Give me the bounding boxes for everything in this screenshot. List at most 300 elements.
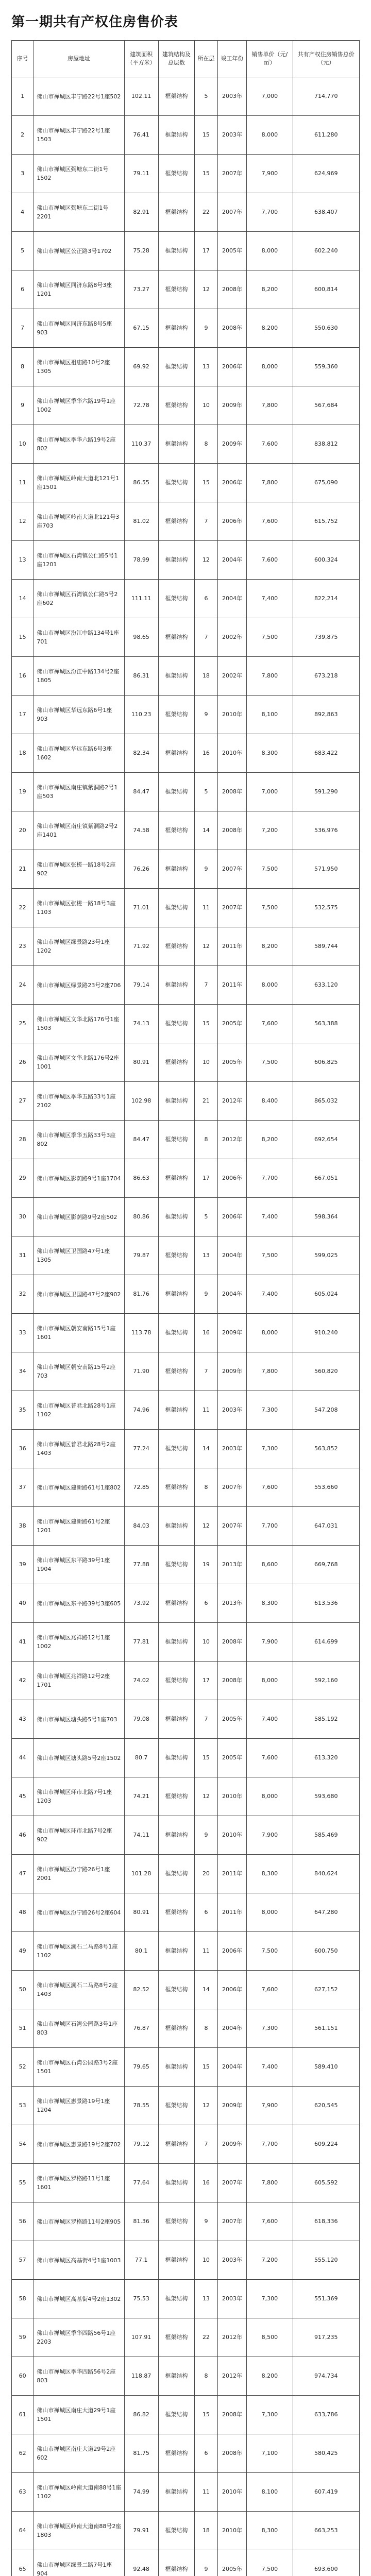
cell-area: 92.48 <box>124 2550 158 2576</box>
header-price: 销售单价（元/㎡） <box>247 41 293 77</box>
cell-floor: 9 <box>195 696 218 734</box>
cell-total: 567,684 <box>293 386 359 425</box>
cell-no: 25 <box>12 1005 33 1043</box>
cell-no: 62 <box>12 2434 33 2473</box>
cell-total: 563,388 <box>293 1005 359 1043</box>
cell-area: 71.92 <box>124 927 158 966</box>
cell-year: 2006年 <box>217 348 246 386</box>
cell-area: 74.99 <box>124 2473 158 2512</box>
cell-floor: 5 <box>195 1198 218 1236</box>
cell-structure: 框架结构 <box>158 1932 195 1971</box>
table-row <box>12 1314 360 1352</box>
cell-address: 佛山市禅城区澜石二马路8号1座1102 <box>33 1932 124 1971</box>
cell-year: 2013年 <box>217 1584 246 1623</box>
cell-area: 78.55 <box>124 2087 158 2125</box>
cell-floor: 15 <box>195 2396 218 2434</box>
cell-floor: 7 <box>195 1352 218 1391</box>
cell-floor: 9 <box>195 1275 218 1314</box>
table-row <box>12 270 360 309</box>
cell-no: 11 <box>12 464 33 502</box>
table-row <box>12 2241 360 2280</box>
cell-area: 102.11 <box>124 77 158 116</box>
cell-year: 2007年 <box>217 889 246 927</box>
cell-year: 2010年 <box>217 2473 246 2512</box>
cell-year: 2003年 <box>217 2241 246 2280</box>
cell-structure: 框架结构 <box>158 464 195 502</box>
table-row <box>12 1430 360 1468</box>
cell-no: 14 <box>12 580 33 618</box>
cell-area: 79.87 <box>124 1236 158 1275</box>
cell-structure: 框架结构 <box>158 1121 195 1159</box>
cell-year: 2012年 <box>217 2318 246 2357</box>
cell-total: 613,536 <box>293 1584 359 1623</box>
cell-floor: 7 <box>195 618 218 657</box>
cell-price: 8,100 <box>247 696 293 734</box>
cell-structure: 框架结构 <box>158 1082 195 1121</box>
cell-address: 佛山市禅城区兆祥路12号2座1701 <box>33 1662 124 1700</box>
table-row <box>12 2280 360 2318</box>
cell-address: 佛山市禅城区南庄镇紫洞路2号1座503 <box>33 773 124 811</box>
cell-structure: 框架结构 <box>158 1043 195 1082</box>
cell-structure: 框架结构 <box>158 1005 195 1043</box>
cell-no: 43 <box>12 1700 33 1739</box>
cell-address: 佛山市禅城区岭南大道南88号1座1102 <box>33 2473 124 2512</box>
cell-year: 2005年 <box>217 2550 246 2576</box>
cell-price: 7,300 <box>247 1391 293 1430</box>
cell-no: 22 <box>12 889 33 927</box>
cell-no: 4 <box>12 193 33 232</box>
cell-price: 8,200 <box>247 309 293 348</box>
cell-address: 佛山市禅城区张槎一路18号2座902 <box>33 850 124 889</box>
cell-no: 64 <box>12 2512 33 2550</box>
cell-structure: 框架结构 <box>158 811 195 850</box>
cell-floor: 14 <box>195 811 218 850</box>
cell-total: 647,031 <box>293 1507 359 1546</box>
cell-structure: 框架结构 <box>158 2396 195 2434</box>
table-header <box>12 41 360 77</box>
cell-structure: 框架结构 <box>158 1430 195 1468</box>
cell-no: 23 <box>12 927 33 966</box>
cell-year: 2008年 <box>217 811 246 850</box>
cell-floor: 8 <box>195 1468 218 1507</box>
cell-price: 7,300 <box>247 2280 293 2318</box>
cell-total: 620,545 <box>293 2087 359 2125</box>
cell-floor: 5 <box>195 77 218 116</box>
cell-floor: 9 <box>195 2202 218 2241</box>
cell-floor: 12 <box>195 270 218 309</box>
cell-area: 86.82 <box>124 2396 158 2434</box>
cell-area: 80.91 <box>124 1893 158 1932</box>
cell-total: 589,744 <box>293 927 359 966</box>
cell-year: 2009年 <box>217 386 246 425</box>
cell-area: 74.96 <box>124 1391 158 1430</box>
cell-total: 607,419 <box>293 2473 359 2512</box>
cell-total: 550,630 <box>293 309 359 348</box>
cell-year: 2004年 <box>217 1275 246 1314</box>
table-row <box>12 850 360 889</box>
cell-year: 2010年 <box>217 696 246 734</box>
cell-price: 7,800 <box>247 464 293 502</box>
cell-total: 591,290 <box>293 773 359 811</box>
cell-floor: 16 <box>195 1314 218 1352</box>
cell-no: 13 <box>12 541 33 580</box>
cell-price: 7,500 <box>247 850 293 889</box>
cell-price: 7,900 <box>247 1816 293 1855</box>
cell-year: 2009年 <box>217 425 246 464</box>
cell-no: 61 <box>12 2396 33 2434</box>
cell-area: 71.90 <box>124 1352 158 1391</box>
header-structure: 建筑结构及总层数 <box>158 41 195 77</box>
cell-total: 592,160 <box>293 1662 359 1700</box>
cell-floor: 16 <box>195 734 218 773</box>
cell-structure: 框架结构 <box>158 2125 195 2164</box>
cell-year: 2004年 <box>217 541 246 580</box>
cell-area: 86.63 <box>124 1159 158 1198</box>
cell-total: 633,786 <box>293 2396 359 2434</box>
cell-floor: 9 <box>195 1816 218 1855</box>
table-row <box>12 1043 360 1082</box>
table-row <box>12 2318 360 2357</box>
cell-price: 8,200 <box>247 2357 293 2396</box>
cell-address: 佛山市禅城区季华六路19号1座1002 <box>33 386 124 425</box>
cell-price: 7,500 <box>247 618 293 657</box>
cell-area: 79.65 <box>124 2048 158 2087</box>
cell-address: 佛山市禅城区石湾公园路3号1座803 <box>33 2009 124 2048</box>
cell-structure: 框架结构 <box>158 2550 195 2576</box>
table-row <box>12 116 360 155</box>
cell-no: 31 <box>12 1236 33 1275</box>
table-row <box>12 464 360 502</box>
cell-no: 21 <box>12 850 33 889</box>
cell-area: 77.1 <box>124 2241 158 2280</box>
cell-address: 佛山市禅城区澜石二马路8号2座1403 <box>33 1971 124 2009</box>
price-table <box>11 40 360 2576</box>
cell-floor: 15 <box>195 155 218 193</box>
cell-year: 2011年 <box>217 1893 246 1932</box>
cell-address: 佛山市禅城区影荫路9号2座502 <box>33 1198 124 1236</box>
cell-no: 56 <box>12 2202 33 2241</box>
cell-price: 7,600 <box>247 1468 293 1507</box>
cell-no: 16 <box>12 657 33 696</box>
cell-structure: 框架结构 <box>158 2241 195 2280</box>
cell-floor: 12 <box>195 927 218 966</box>
cell-structure: 框架结构 <box>158 1159 195 1198</box>
cell-total: 598,364 <box>293 1198 359 1236</box>
cell-area: 84.47 <box>124 773 158 811</box>
cell-area: 75.28 <box>124 232 158 270</box>
cell-price: 7,100 <box>247 2434 293 2473</box>
cell-price: 7,600 <box>247 425 293 464</box>
cell-address: 佛山市禅城区高基街4号1座1003 <box>33 2241 124 2280</box>
cell-year: 2003年 <box>217 1430 246 1468</box>
table-row <box>12 1932 360 1971</box>
cell-area: 79.11 <box>124 155 158 193</box>
cell-price: 7,500 <box>247 889 293 927</box>
cell-no: 26 <box>12 1043 33 1082</box>
cell-address: 佛山市禅城区弼塘东二街1号1502 <box>33 155 124 193</box>
cell-structure: 框架结构 <box>158 618 195 657</box>
cell-price: 7,300 <box>247 1430 293 1468</box>
cell-total: 627,152 <box>293 1971 359 2009</box>
cell-area: 84.03 <box>124 1507 158 1546</box>
cell-address: 佛山市禅城区汾宁路26号2座604 <box>33 1893 124 1932</box>
table-row <box>12 696 360 734</box>
cell-address: 佛山市禅城区朝安南路15号1座1601 <box>33 1314 124 1352</box>
cell-year: 2006年 <box>217 1159 246 1198</box>
cell-area: 81.36 <box>124 2202 158 2241</box>
cell-price: 7,600 <box>247 502 293 541</box>
table-row <box>12 889 360 927</box>
cell-floor: 10 <box>195 386 218 425</box>
cell-total: 615,752 <box>293 502 359 541</box>
cell-address: 佛山市禅城区惠景路19号2座702 <box>33 2125 124 2164</box>
cell-price: 7,200 <box>247 2241 293 2280</box>
cell-year: 2005年 <box>217 1005 246 1043</box>
table-row <box>12 2164 360 2202</box>
cell-structure: 框架结构 <box>158 1275 195 1314</box>
cell-area: 81.75 <box>124 2434 158 2473</box>
table-row <box>12 1121 360 1159</box>
cell-structure: 框架结构 <box>158 580 195 618</box>
cell-structure: 框架结构 <box>158 1662 195 1700</box>
cell-total: 532,575 <box>293 889 359 927</box>
cell-address: 佛山市禅城区季华四路56号1座2203 <box>33 2318 124 2357</box>
cell-address: 佛山市禅城区南庄大道29号1座1501 <box>33 2396 124 2434</box>
table-row <box>12 2550 360 2576</box>
cell-year: 2006年 <box>217 1198 246 1236</box>
cell-price: 7,600 <box>247 1739 293 1777</box>
cell-floor: 15 <box>195 1005 218 1043</box>
cell-year: 2005年 <box>217 1700 246 1739</box>
cell-area: 79.14 <box>124 966 158 1005</box>
cell-year: 2006年 <box>217 1971 246 2009</box>
cell-year: 2010年 <box>217 2512 246 2550</box>
cell-year: 2007年 <box>217 193 246 232</box>
cell-total: 613,320 <box>293 1739 359 1777</box>
cell-area: 110.23 <box>124 696 158 734</box>
cell-total: 585,469 <box>293 1816 359 1855</box>
cell-address: 佛山市禅城区塘头路5号2座1502 <box>33 1739 124 1777</box>
cell-no: 12 <box>12 502 33 541</box>
cell-area: 76.41 <box>124 116 158 155</box>
cell-area: 84.47 <box>124 1121 158 1159</box>
cell-total: 559,360 <box>293 348 359 386</box>
cell-total: 618,336 <box>293 2202 359 2241</box>
cell-floor: 11 <box>195 1932 218 1971</box>
cell-address: 佛山市禅城区石湾镇公仁路5号2座602 <box>33 580 124 618</box>
cell-structure: 框架结构 <box>158 232 195 270</box>
cell-year: 2010年 <box>217 1816 246 1855</box>
cell-price: 7,300 <box>247 2009 293 2048</box>
cell-total: 669,768 <box>293 1546 359 1584</box>
cell-year: 2010年 <box>217 1777 246 1816</box>
cell-structure: 框架结构 <box>158 541 195 580</box>
cell-address: 佛山市禅城区石湾公园路3号2座1501 <box>33 2048 124 2087</box>
cell-total: 599,025 <box>293 1236 359 1275</box>
cell-total: 555,120 <box>293 2241 359 2280</box>
cell-area: 74.11 <box>124 1816 158 1855</box>
cell-no: 24 <box>12 966 33 1005</box>
table-row <box>12 657 360 696</box>
cell-floor: 13 <box>195 1236 218 1275</box>
cell-no: 3 <box>12 155 33 193</box>
cell-structure: 框架结构 <box>158 309 195 348</box>
cell-floor: 10 <box>195 1043 218 1082</box>
cell-total: 600,324 <box>293 541 359 580</box>
cell-price: 7,900 <box>247 155 293 193</box>
table-row <box>12 2202 360 2241</box>
cell-year: 2008年 <box>217 1623 246 1662</box>
cell-price: 7,400 <box>247 1275 293 1314</box>
table-row <box>12 2048 360 2087</box>
cell-address: 佛山市禅城区环市北路7号1座1203 <box>33 1777 124 1816</box>
cell-total: 563,852 <box>293 1430 359 1468</box>
cell-structure: 框架结构 <box>158 1236 195 1275</box>
cell-address: 佛山市禅城区罗格路11号1座1601 <box>33 2164 124 2202</box>
cell-price: 7,500 <box>247 1932 293 1971</box>
cell-total: 917,235 <box>293 2318 359 2357</box>
cell-total: 560,820 <box>293 1352 359 1391</box>
cell-year: 2012年 <box>217 1121 246 1159</box>
cell-structure: 框架结构 <box>158 2202 195 2241</box>
cell-total: 551,369 <box>293 2280 359 2318</box>
cell-floor: 8 <box>195 1121 218 1159</box>
cell-year: 2011年 <box>217 966 246 1005</box>
table-row <box>12 1700 360 1739</box>
cell-price: 8,000 <box>247 116 293 155</box>
cell-total: 633,120 <box>293 966 359 1005</box>
cell-area: 111.11 <box>124 580 158 618</box>
cell-structure: 框架结构 <box>158 1314 195 1352</box>
table-row <box>12 232 360 270</box>
cell-area: 74.13 <box>124 1005 158 1043</box>
cell-structure: 框架结构 <box>158 193 195 232</box>
cell-address: 佛山市禅城区南庄镇紫洞路2号2座1401 <box>33 811 124 850</box>
cell-floor: 6 <box>195 580 218 618</box>
cell-address: 佛山市禅城区季华五路33号3座802 <box>33 1121 124 1159</box>
cell-total: 585,192 <box>293 1700 359 1739</box>
cell-year: 2006年 <box>217 502 246 541</box>
cell-address: 佛山市禅城区汾江中路134号2座1805 <box>33 657 124 696</box>
cell-price: 7,900 <box>247 2087 293 2125</box>
cell-floor: 7 <box>195 502 218 541</box>
cell-total: 865,032 <box>293 1082 359 1121</box>
cell-address: 佛山市禅城区高基街4号2座1302 <box>33 2280 124 2318</box>
cell-floor: 14 <box>195 1971 218 2009</box>
cell-area: 73.92 <box>124 1584 158 1623</box>
cell-no: 19 <box>12 773 33 811</box>
cell-floor: 15 <box>195 2048 218 2087</box>
cell-structure: 框架结构 <box>158 2009 195 2048</box>
table-row <box>12 966 360 1005</box>
cell-no: 63 <box>12 2473 33 2512</box>
cell-address: 佛山市禅城区丰宁路22号1座1503 <box>33 116 124 155</box>
table-row <box>12 155 360 193</box>
cell-floor: 22 <box>195 2318 218 2357</box>
cell-year: 2008年 <box>217 309 246 348</box>
cell-no: 7 <box>12 309 33 348</box>
cell-area: 80.1 <box>124 1932 158 1971</box>
cell-floor: 15 <box>195 1739 218 1777</box>
cell-area: 81.76 <box>124 1275 158 1314</box>
cell-no: 30 <box>12 1198 33 1236</box>
cell-floor: 15 <box>195 464 218 502</box>
cell-year: 2012年 <box>217 2357 246 2396</box>
cell-year: 2004年 <box>217 2048 246 2087</box>
cell-area: 69.92 <box>124 348 158 386</box>
cell-price: 8,100 <box>247 2473 293 2512</box>
header-row <box>12 41 360 77</box>
cell-price: 8,500 <box>247 2318 293 2357</box>
cell-floor: 11 <box>195 889 218 927</box>
cell-floor: 13 <box>195 2280 218 2318</box>
cell-price: 7,900 <box>247 1623 293 1662</box>
cell-year: 2007年 <box>217 1507 246 1546</box>
cell-no: 45 <box>12 1777 33 1816</box>
table-row <box>12 1546 360 1584</box>
cell-structure: 框架结构 <box>158 927 195 966</box>
cell-area: 72.85 <box>124 1468 158 1507</box>
cell-year: 2003年 <box>217 77 246 116</box>
cell-area: 86.55 <box>124 464 158 502</box>
cell-total: 589,410 <box>293 2048 359 2087</box>
cell-price: 8,000 <box>247 1777 293 1816</box>
cell-address: 佛山市禅城区祖庙路10号2座1305 <box>33 348 124 386</box>
cell-floor: 12 <box>195 1777 218 1816</box>
cell-price: 8,000 <box>247 1893 293 1932</box>
table-row <box>12 348 360 386</box>
cell-structure: 框架结构 <box>158 734 195 773</box>
cell-structure: 框架结构 <box>158 116 195 155</box>
cell-price: 7,800 <box>247 1352 293 1391</box>
cell-address: 佛山市禅城区张槎一路18号3座1103 <box>33 889 124 927</box>
cell-year: 2007年 <box>217 850 246 889</box>
table-row <box>12 502 360 541</box>
table-row <box>12 1662 360 1700</box>
cell-floor: 10 <box>195 2241 218 2280</box>
cell-floor: 6 <box>195 2434 218 2473</box>
cell-area: 98.65 <box>124 618 158 657</box>
cell-no: 29 <box>12 1159 33 1198</box>
cell-total: 673,218 <box>293 657 359 696</box>
cell-price: 8,000 <box>247 232 293 270</box>
cell-address: 佛山市禅城区丰宁路22号1座502 <box>33 77 124 116</box>
cell-year: 2008年 <box>217 270 246 309</box>
cell-no: 6 <box>12 270 33 309</box>
cell-structure: 框架结构 <box>158 502 195 541</box>
cell-price: 7,400 <box>247 2048 293 2087</box>
cell-address: 佛山市禅城区公正路3号1702 <box>33 232 124 270</box>
table-row <box>12 1623 360 1662</box>
cell-structure: 框架结构 <box>158 1391 195 1430</box>
cell-structure: 框架结构 <box>158 1352 195 1391</box>
cell-floor: 10 <box>195 1623 218 1662</box>
cell-structure: 框架结构 <box>158 1855 195 1893</box>
header-no: 序号 <box>12 41 33 77</box>
cell-price: 8,200 <box>247 270 293 309</box>
cell-address: 佛山市禅城区卫国路47号2座902 <box>33 1275 124 1314</box>
cell-total: 739,875 <box>293 618 359 657</box>
cell-year: 2005年 <box>217 1739 246 1777</box>
table-row <box>12 541 360 580</box>
cell-address: 佛山市禅城区卫国路47号1座1305 <box>33 1236 124 1275</box>
cell-price: 7,600 <box>247 1005 293 1043</box>
cell-address: 佛山市禅城区岭南大道北121号3座703 <box>33 502 124 541</box>
table-row <box>12 580 360 618</box>
cell-year: 2007年 <box>217 1468 246 1507</box>
cell-area: 102.98 <box>124 1082 158 1121</box>
cell-address: 佛山市禅城区普君北路28号1座1102 <box>33 1391 124 1430</box>
